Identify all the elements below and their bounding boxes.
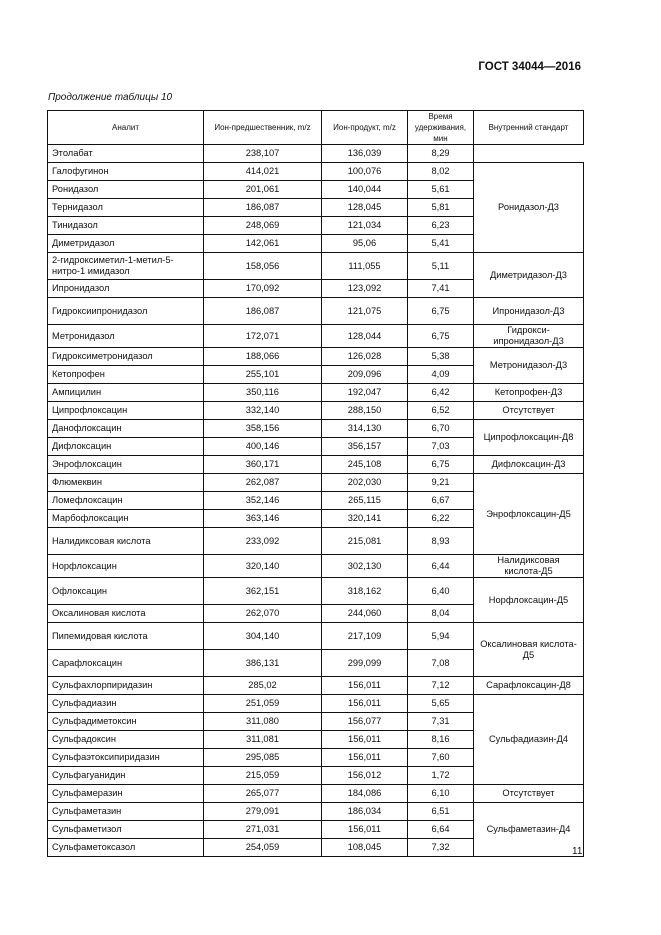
precursor-ion-cell: 251,059 — [204, 695, 322, 713]
table-row — [48, 578, 584, 605]
product-ion-cell: 156,077 — [322, 713, 408, 731]
column-header-precursor-ion: Ион-предшественник, m/z — [204, 111, 322, 145]
precursor-ion-cell: 238,107 — [204, 145, 322, 163]
table-row — [48, 348, 584, 366]
precursor-ion-cell: 271,031 — [204, 821, 322, 839]
retention-time-cell: 8,29 — [408, 145, 474, 163]
internal-standard-cell: Ципрофлоксацин-Д8 — [474, 420, 584, 456]
precursor-ion-cell: 255,101 — [204, 366, 322, 384]
internal-standard-cell: Норфлоксацин-Д5 — [474, 578, 584, 623]
precursor-ion-cell: 188,066 — [204, 348, 322, 366]
precursor-ion-cell: 414,021 — [204, 163, 322, 181]
product-ion-cell: 121,075 — [322, 298, 408, 325]
retention-time-cell: 8,93 — [408, 528, 474, 555]
table-row — [48, 163, 584, 181]
table-row — [48, 253, 584, 280]
precursor-ion-cell: 215,059 — [204, 767, 322, 785]
table-body — [48, 145, 584, 857]
internal-standard-cell: Кетопрофен-Д3 — [474, 384, 584, 402]
product-ion-cell: 318,162 — [322, 578, 408, 605]
product-ion-cell: 217,109 — [322, 623, 408, 650]
product-ion-cell: 95,06 — [322, 235, 408, 253]
analyte-cell: Этолабат — [48, 145, 204, 163]
analyte-cell: Ампицилин — [48, 384, 204, 402]
product-ion-cell: 302,130 — [322, 555, 408, 578]
retention-time-cell: 6,10 — [408, 785, 474, 803]
precursor-ion-cell: 320,140 — [204, 555, 322, 578]
product-ion-cell: 288,150 — [322, 402, 408, 420]
retention-time-cell: 8,16 — [408, 731, 474, 749]
analyte-cell: Сульфамеразин — [48, 785, 204, 803]
retention-time-cell: 6,67 — [408, 492, 474, 510]
retention-time-cell: 5,11 — [408, 253, 474, 280]
product-ion-cell: 140,044 — [322, 181, 408, 199]
precursor-ion-cell: 311,080 — [204, 713, 322, 731]
internal-standard-cell: Ипронидазол-Д3 — [474, 298, 584, 325]
analyte-cell: Гидроксиипронидазол — [48, 298, 204, 325]
retention-time-cell: 7,03 — [408, 438, 474, 456]
retention-time-cell: 5,41 — [408, 235, 474, 253]
retention-time-cell: 7,08 — [408, 650, 474, 677]
precursor-ion-cell: 158,056 — [204, 253, 322, 280]
table-row — [48, 456, 584, 474]
internal-standard-cell: Отсутствует — [474, 402, 584, 420]
analyte-cell: Норфлоксацин — [48, 555, 204, 578]
precursor-ion-cell: 386,131 — [204, 650, 322, 677]
retention-time-cell: 6,42 — [408, 384, 474, 402]
retention-time-cell: 6,40 — [408, 578, 474, 605]
analyte-cell: Данофлоксацин — [48, 420, 204, 438]
internal-standard-cell: Сарафлоксацин-Д8 — [474, 677, 584, 695]
precursor-ion-cell: 363,146 — [204, 510, 322, 528]
analyte-cell: Ронидазол — [48, 181, 204, 199]
product-ion-cell: 209,096 — [322, 366, 408, 384]
analyte-cell: Флюмеквин — [48, 474, 204, 492]
product-ion-cell: 192,047 — [322, 384, 408, 402]
analyte-cell: Сульфахлорпиридазин — [48, 677, 204, 695]
analyte-cell: Офлоксацин — [48, 578, 204, 605]
precursor-ion-cell: 186,087 — [204, 199, 322, 217]
product-ion-cell: 156,011 — [322, 677, 408, 695]
product-ion-cell: 108,045 — [322, 839, 408, 857]
internal-standard-cell: Диметридазол-Д3 — [474, 253, 584, 298]
analytes-table — [47, 110, 584, 857]
product-ion-cell: 314,130 — [322, 420, 408, 438]
analyte-cell: Сульфадоксин — [48, 731, 204, 749]
product-ion-cell: 202,030 — [322, 474, 408, 492]
internal-standard-cell: Сульфаметазин-Д4 — [474, 803, 584, 857]
product-ion-cell: 299,099 — [322, 650, 408, 677]
precursor-ion-cell: 295,085 — [204, 749, 322, 767]
table-row — [48, 145, 584, 163]
analyte-cell: Оксалиновая кислота — [48, 605, 204, 623]
product-ion-cell: 136,039 — [322, 145, 408, 163]
retention-time-cell: 6,70 — [408, 420, 474, 438]
product-ion-cell: 245,108 — [322, 456, 408, 474]
precursor-ion-cell: 358,156 — [204, 420, 322, 438]
retention-time-cell: 6,75 — [408, 456, 474, 474]
table-row — [48, 384, 584, 402]
product-ion-cell: 156,011 — [322, 821, 408, 839]
retention-time-cell: 6,75 — [408, 298, 474, 325]
analyte-cell: Ипронидазол — [48, 280, 204, 298]
precursor-ion-cell: 332,140 — [204, 402, 322, 420]
product-ion-cell: 320,141 — [322, 510, 408, 528]
retention-time-cell: 7,41 — [408, 280, 474, 298]
internal-standard-cell: Оксалиновая кислота-Д5 — [474, 623, 584, 677]
internal-standard-cell: Гидрокси-ипронидазол-Д3 — [474, 325, 584, 348]
retention-time-cell: 7,12 — [408, 677, 474, 695]
analyte-cell: Сульфаэтоксипиридазин — [48, 749, 204, 767]
retention-time-cell: 5,81 — [408, 199, 474, 217]
analyte-cell: Сульфагуанидин — [48, 767, 204, 785]
product-ion-cell: 128,045 — [322, 199, 408, 217]
table-row — [48, 785, 584, 803]
analyte-cell: Гидроксиметронидазол — [48, 348, 204, 366]
precursor-ion-cell: 304,140 — [204, 623, 322, 650]
precursor-ion-cell: 279,091 — [204, 803, 322, 821]
precursor-ion-cell: 350,116 — [204, 384, 322, 402]
analyte-cell: Сульфадиазин — [48, 695, 204, 713]
analyte-cell: Пипемидовая кислота — [48, 623, 204, 650]
product-ion-cell: 111,055 — [322, 253, 408, 280]
precursor-ion-cell: 362,151 — [204, 578, 322, 605]
analyte-cell: Сульфаметизол — [48, 821, 204, 839]
internal-standard-cell: Метронидазол-Д3 — [474, 348, 584, 384]
retention-time-cell: 6,64 — [408, 821, 474, 839]
product-ion-cell: 123,092 — [322, 280, 408, 298]
analyte-cell: Марбофлоксацин — [48, 510, 204, 528]
internal-standard-cell: Налидиксовая кислота-Д5 — [474, 555, 584, 578]
analyte-cell: Ципрофлоксацин — [48, 402, 204, 420]
column-header-analyte: Аналит — [48, 111, 204, 145]
product-ion-cell: 100,076 — [322, 163, 408, 181]
retention-time-cell: 6,52 — [408, 402, 474, 420]
analyte-cell: Тинидазол — [48, 217, 204, 235]
table-header-row — [48, 111, 584, 145]
product-ion-cell: 156,011 — [322, 731, 408, 749]
analyte-cell: Тернидазол — [48, 199, 204, 217]
analyte-cell: Диметридазол — [48, 235, 204, 253]
product-ion-cell: 356,157 — [322, 438, 408, 456]
table-row — [48, 420, 584, 438]
table-row — [48, 555, 584, 578]
table-row — [48, 623, 584, 650]
precursor-ion-cell: 254,059 — [204, 839, 322, 857]
retention-time-cell: 6,23 — [408, 217, 474, 235]
document-standard-number: ГОСТ 34044—2016 — [478, 61, 581, 73]
analyte-cell: Налидиксовая кислота — [48, 528, 204, 555]
table-row — [48, 695, 584, 713]
page-number: 11 — [572, 846, 583, 857]
analyte-cell: Сарафлоксацин — [48, 650, 204, 677]
table-caption: Продолжение таблицы 10 — [48, 92, 173, 103]
retention-time-cell: 8,04 — [408, 605, 474, 623]
precursor-ion-cell: 186,087 — [204, 298, 322, 325]
precursor-ion-cell: 170,092 — [204, 280, 322, 298]
precursor-ion-cell: 265,077 — [204, 785, 322, 803]
retention-time-cell: 6,44 — [408, 555, 474, 578]
retention-time-cell: 5,38 — [408, 348, 474, 366]
product-ion-cell: 156,011 — [322, 695, 408, 713]
precursor-ion-cell: 311,081 — [204, 731, 322, 749]
precursor-ion-cell: 285,02 — [204, 677, 322, 695]
retention-time-cell: 5,94 — [408, 623, 474, 650]
column-header-internal-standard: Внутренний стандарт — [474, 111, 584, 145]
retention-time-cell: 6,22 — [408, 510, 474, 528]
retention-time-cell: 9,21 — [408, 474, 474, 492]
retention-time-cell: 6,51 — [408, 803, 474, 821]
table-row — [48, 325, 584, 348]
analyte-cell: Галофугинон — [48, 163, 204, 181]
table-row — [48, 402, 584, 420]
retention-time-cell: 7,60 — [408, 749, 474, 767]
precursor-ion-cell: 262,087 — [204, 474, 322, 492]
table-row — [48, 298, 584, 325]
precursor-ion-cell: 201,061 — [204, 181, 322, 199]
precursor-ion-cell: 172,071 — [204, 325, 322, 348]
internal-standard-cell: Сульфадиазин-Д4 — [474, 695, 584, 785]
retention-time-cell: 7,32 — [408, 839, 474, 857]
precursor-ion-cell: 233,092 — [204, 528, 322, 555]
retention-time-cell: 6,75 — [408, 325, 474, 348]
precursor-ion-cell: 142,061 — [204, 235, 322, 253]
retention-time-cell: 1,72 — [408, 767, 474, 785]
product-ion-cell: 121,034 — [322, 217, 408, 235]
retention-time-cell: 8,02 — [408, 163, 474, 181]
analyte-cell: Ломефлоксацин — [48, 492, 204, 510]
product-ion-cell: 244,060 — [322, 605, 408, 623]
analyte-cell: 2-гидроксиметил-1-метил-5-нитро-1 имидазол — [48, 253, 204, 280]
product-ion-cell: 186,034 — [322, 803, 408, 821]
table-row — [48, 474, 584, 492]
analyte-cell: Дифлоксацин — [48, 438, 204, 456]
product-ion-cell: 184,086 — [322, 785, 408, 803]
product-ion-cell: 126,028 — [322, 348, 408, 366]
precursor-ion-cell: 352,146 — [204, 492, 322, 510]
product-ion-cell: 215,081 — [322, 528, 408, 555]
precursor-ion-cell: 262,070 — [204, 605, 322, 623]
analyte-cell: Сульфадиметоксин — [48, 713, 204, 731]
analyte-cell: Сульфаметазин — [48, 803, 204, 821]
precursor-ion-cell: 400,146 — [204, 438, 322, 456]
table-row — [48, 677, 584, 695]
analyte-cell: Кетопрофен — [48, 366, 204, 384]
retention-time-cell: 5,65 — [408, 695, 474, 713]
product-ion-cell: 128,044 — [322, 325, 408, 348]
product-ion-cell: 156,011 — [322, 749, 408, 767]
analyte-cell: Сульфаметоксазол — [48, 839, 204, 857]
table-row — [48, 803, 584, 821]
internal-standard-cell: Отсутствует — [474, 785, 584, 803]
precursor-ion-cell: 360,171 — [204, 456, 322, 474]
column-header-product-ion: Ион-продукт, m/z — [322, 111, 408, 145]
product-ion-cell: 156,012 — [322, 767, 408, 785]
analyte-cell: Метронидазол — [48, 325, 204, 348]
internal-standard-cell: Ронидазол-Д3 — [474, 163, 584, 253]
internal-standard-cell: Дифлоксацин-Д3 — [474, 456, 584, 474]
precursor-ion-cell: 248,069 — [204, 217, 322, 235]
internal-standard-cell: Энрофлоксацин-Д5 — [474, 474, 584, 555]
retention-time-cell: 7,31 — [408, 713, 474, 731]
product-ion-cell: 265,115 — [322, 492, 408, 510]
retention-time-cell: 5,61 — [408, 181, 474, 199]
retention-time-cell: 4,09 — [408, 366, 474, 384]
column-header-retention-time: Время удерживания, мин — [408, 111, 474, 145]
analyte-cell: Энрофлоксацин — [48, 456, 204, 474]
